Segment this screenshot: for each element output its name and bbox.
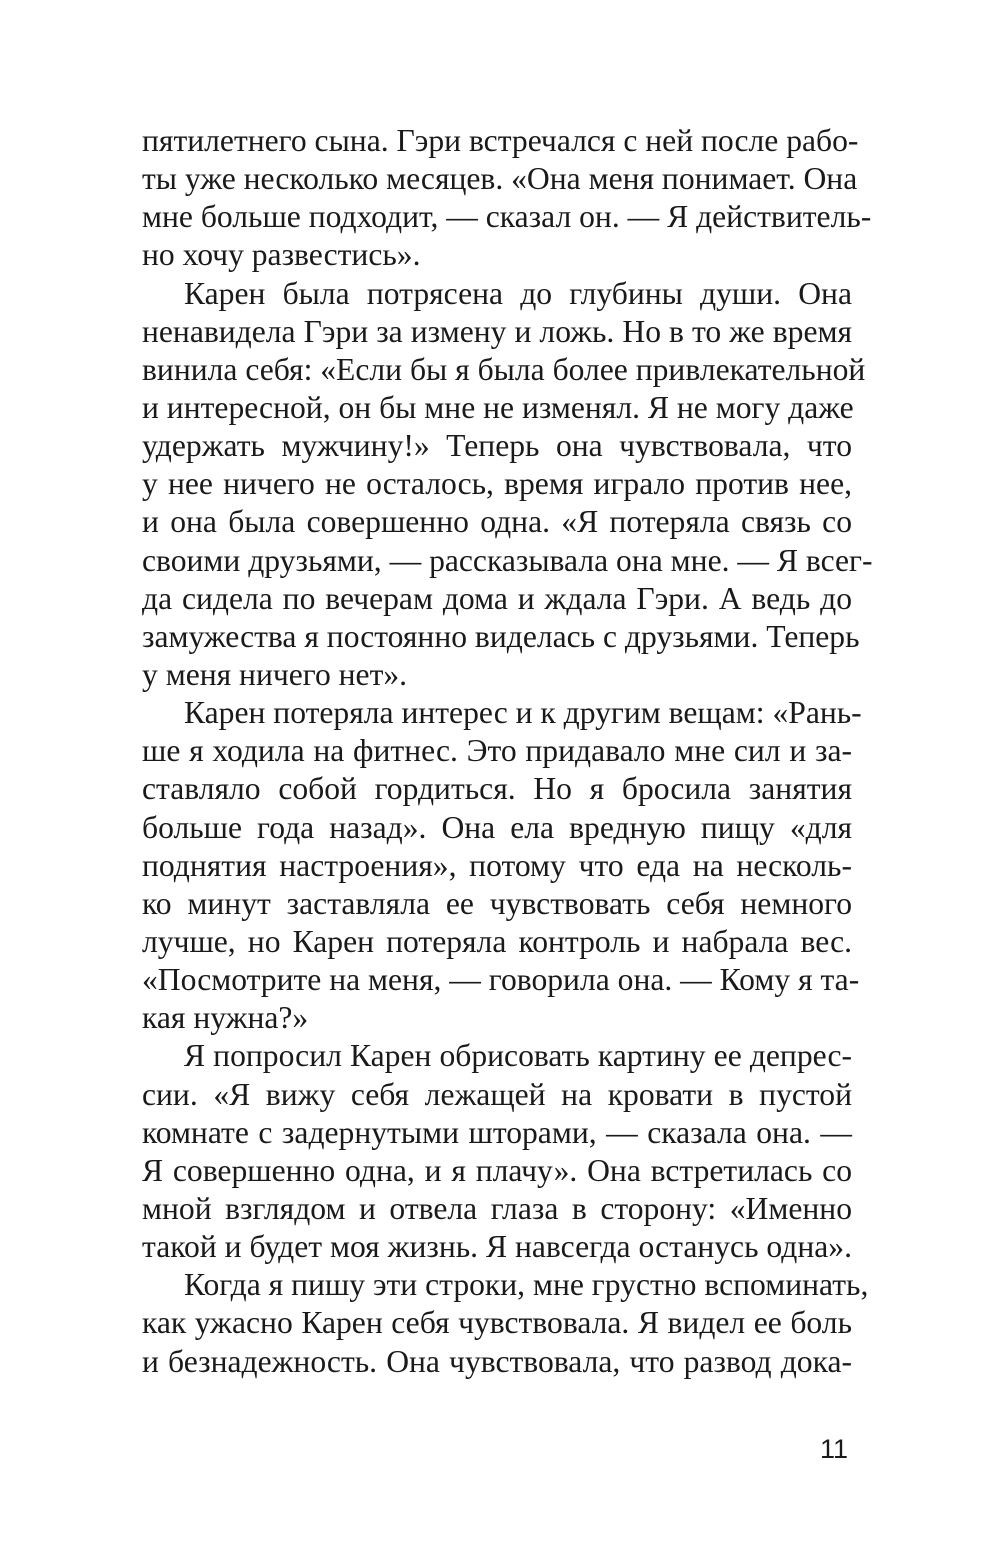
text-line: ненавидела Гэри за измену и ложь. Но в то же время (142, 313, 852, 349)
text-line: кая нужна?» (142, 1000, 309, 1036)
text-line: как ужасно Карен себя чувствовала. Я видел ее боль (142, 1305, 852, 1341)
text-line: мной взглядом и отвела глаза в сторону: «Именно (142, 1190, 852, 1226)
text-line: лучше, но Карен потеряла контроль и набрала вес. (142, 923, 852, 959)
text-line: «Посмотрите на меня, — говорила она. — Кому я та- (142, 962, 860, 998)
text-line: пятилетнего сына. Гэри встречался с ней после рабо- (142, 123, 859, 158)
text-line: винила себя: «Если бы я была более привлекательной (142, 351, 866, 387)
text-line: комнате с задернутыми шторами, — сказала она. — (142, 1114, 852, 1150)
text-line: Я попросил Карен обрисовать картину ее депрес- (184, 1038, 852, 1074)
text-line: ше я ходила на фитнес. Это придавало мне сил и за- (142, 733, 852, 769)
text-line: у меня ничего нет». (142, 656, 408, 692)
text-line: Когда я пишу эти строки, мне грустно вспоминать, (184, 1267, 869, 1303)
text-line: ко минут заставляла ее чувствовать себя немного (142, 885, 852, 921)
text-line: Я совершенно одна, и я плачу». Она встретилась со (142, 1152, 852, 1188)
text-line: поднятия настроения», потому что еда на несколь- (142, 847, 852, 883)
text-line: ты уже несколько месяцев. «Она меня понимает. Она (142, 161, 858, 197)
text-line: замужества я постоянно виделась с друзьями. Теперь (142, 618, 860, 654)
text-line: мне больше подходит, — сказал он. — Я действитель- (142, 199, 872, 235)
text-line: и интересной, он бы мне не изменял. Я не могу даже (142, 389, 854, 425)
text-line: и безнадежность. Она чувствовала, что развод дока- (142, 1343, 852, 1379)
text-line: и она была совершенно одна. «Я потеряла связь со (142, 504, 852, 540)
text-line: Карен была потрясена до глубины души. Она (184, 275, 852, 311)
text-line: удержать мужчину!» Теперь она чувствовала, что (142, 428, 852, 464)
text-line: сии. «Я вижу себя лежащей на кровати в пустой (142, 1076, 852, 1112)
page-number: 11 (819, 1434, 848, 1464)
text-line: но хочу развестись». (142, 237, 421, 273)
text-line: ставляло собой гордиться. Но я бросила занятия (142, 771, 852, 807)
text-line: такой и будет моя жизнь. Я навсегда останусь одна». (142, 1229, 852, 1265)
body-text (142, 122, 873, 1381)
text-line: Карен потеряла интерес и к другим вещам: «Рань- (184, 695, 862, 731)
text-line: своими друзьями, — рассказывала она мне. — Я всег- (142, 542, 873, 578)
text-line: у нее ничего не осталось, время играло против нее, (142, 466, 852, 502)
text-line: да сидела по вечерам дома и ждала Гэри. А ведь до (142, 580, 852, 616)
text-line: больше года назад». Она ела вредную пищу «для (142, 809, 852, 845)
